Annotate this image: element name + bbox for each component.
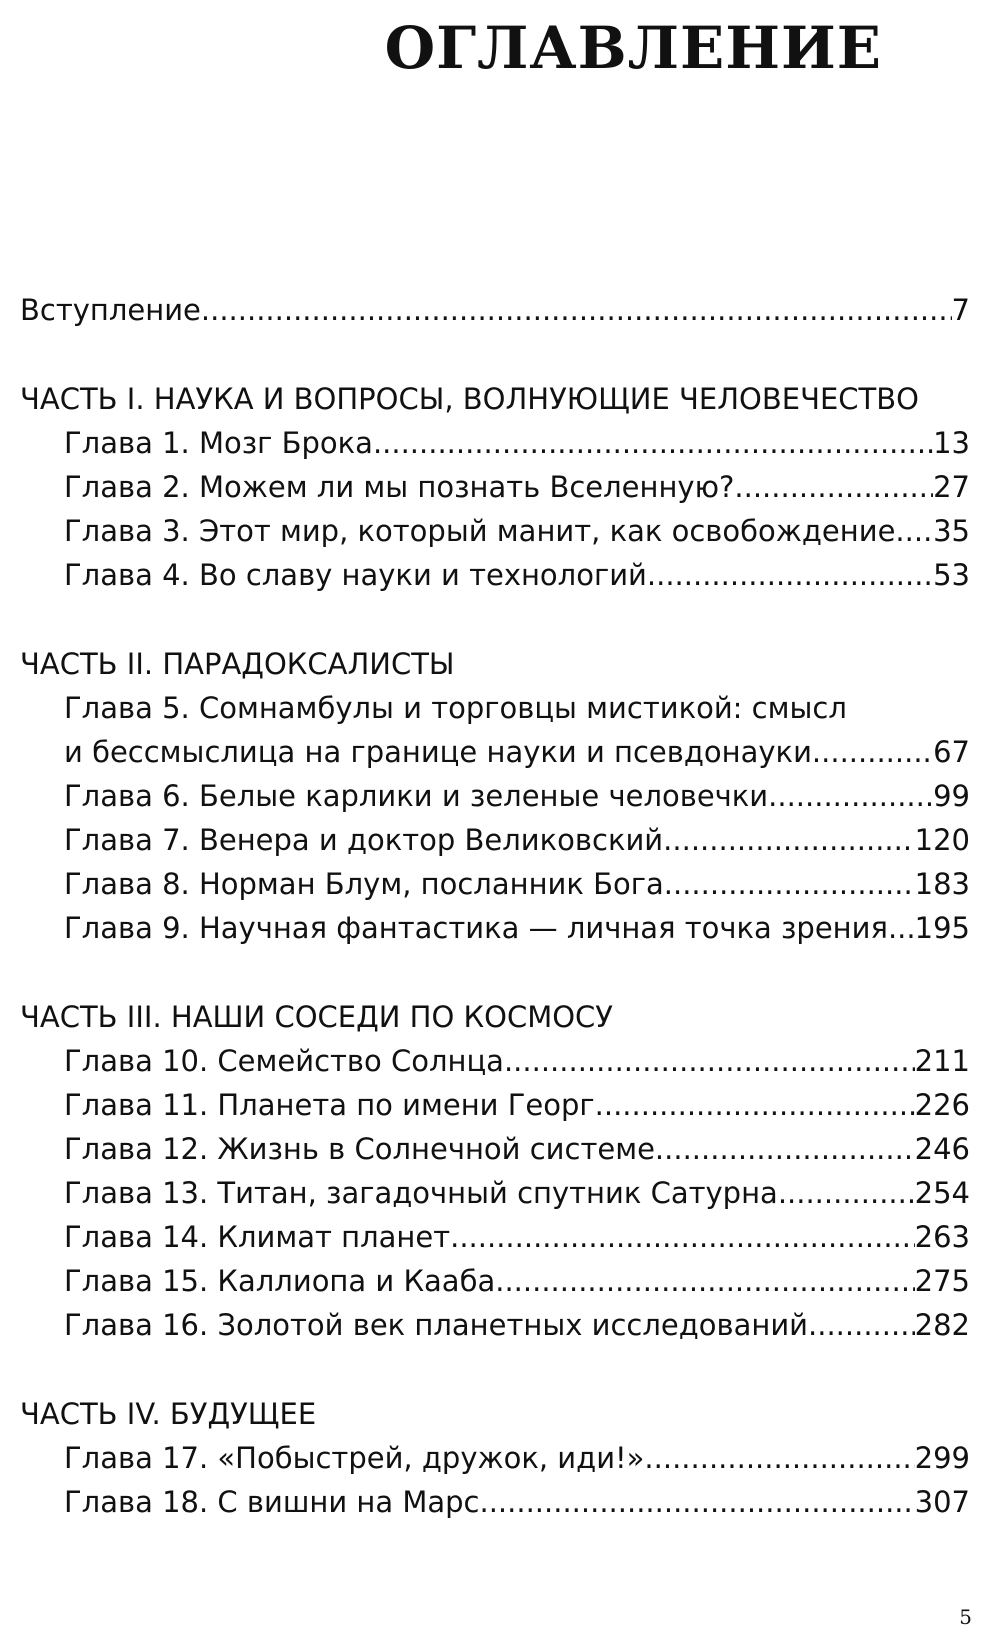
toc-entry-label: Глава 3. Этот мир, который манит, как освобождение [64, 514, 896, 548]
toc-entry [20, 906, 970, 950]
toc-entry-page: 53 [933, 558, 970, 592]
toc-entry-label: Глава 7. Венера и доктор Великовский [64, 823, 664, 857]
toc-entry-page: 27 [933, 470, 970, 504]
part-heading: ЧАСТЬ I. НАУКА И ВОПРОСЫ, ВОЛНУЮЩИЕ ЧЕЛОВЕЧЕСТВО [20, 382, 919, 416]
dot-leader [768, 774, 933, 818]
dot-leader [504, 1039, 915, 1083]
toc-entry [20, 1039, 970, 1083]
toc-entry [20, 1259, 970, 1303]
toc-entry [20, 1215, 970, 1259]
dot-leader [888, 906, 915, 950]
toc-entry-page: 263 [914, 1220, 970, 1254]
dot-leader [655, 1127, 915, 1171]
toc-entry-page: 120 [914, 823, 970, 857]
toc-entry-label: Глава 17. «Побыстрей, дружок, иди!» [64, 1441, 645, 1475]
toc-entry-label: Глава 4. Во славу науки и технологий [64, 558, 647, 592]
toc-entry-label: и бессмыслица на границе науки и псевдонауки [64, 735, 812, 769]
toc-entry-page: 99 [933, 779, 970, 813]
toc-entry [20, 774, 970, 818]
toc-entry [20, 862, 970, 906]
toc-entry-page: 35 [933, 514, 970, 548]
toc-entry-label: Глава 13. Титан, загадочный спутник Сатурна [64, 1176, 778, 1210]
toc-entry-page: 67 [933, 735, 970, 769]
toc-entry [20, 421, 970, 465]
toc-entry [20, 553, 970, 597]
dot-leader [734, 465, 933, 509]
toc-entry-label: Глава 8. Норман Блум, посланник Бога [64, 867, 664, 901]
toc-entry [20, 1127, 970, 1171]
dot-leader [812, 730, 933, 774]
toc-entry [20, 1436, 970, 1480]
page-title: ОГЛАВЛЕНИЕ [384, 14, 882, 82]
toc-entry-page: 307 [914, 1485, 970, 1519]
toc-entry-label: Глава 2. Можем ли мы познать Вселенную? [64, 470, 735, 504]
toc-entry-label: Глава 1. Мозг Брока [64, 426, 373, 460]
toc-entry-label: Глава 10. Семейство Солнца [64, 1044, 504, 1078]
dot-leader [595, 1083, 915, 1127]
part-heading: ЧАСТЬ IV. БУДУЩЕЕ [20, 1397, 317, 1431]
toc-entry-label: Глава 18. С вишни на Марс [64, 1485, 480, 1519]
dot-leader [664, 862, 915, 906]
toc-entry-page: 183 [914, 867, 970, 901]
toc-entry-label: Глава 15. Каллиопа и Кааба [64, 1264, 496, 1298]
toc-entry-page: 226 [914, 1088, 970, 1122]
toc-entry-label: Глава 16. Золотой век планетных исследований [64, 1308, 809, 1342]
toc-entry-page: 254 [914, 1176, 970, 1210]
toc-entry-label-line1: Глава 5. Сомнамбулы и торговцы мистикой: смысл [64, 691, 847, 725]
toc-entry-page: 7 [951, 293, 970, 327]
toc-entry-page: 195 [914, 911, 970, 945]
part-heading: ЧАСТЬ II. ПАРАДОКСАЛИСТЫ [20, 647, 455, 681]
toc-entry-label: Глава 6. Белые карлики и зеленые человечки [64, 779, 769, 813]
dot-leader [373, 421, 933, 465]
dot-leader [450, 1215, 915, 1259]
toc-entry-page: 282 [914, 1308, 970, 1342]
toc-entry-page: 211 [914, 1044, 970, 1078]
dot-leader [644, 1436, 914, 1480]
toc-entry [20, 1303, 970, 1347]
toc-entry [20, 1083, 970, 1127]
dot-leader [808, 1303, 915, 1347]
dot-leader [479, 1480, 914, 1524]
toc-entry-page: 299 [914, 1441, 970, 1475]
toc-entry [20, 730, 970, 774]
toc-entry [20, 465, 970, 509]
toc-entry-page: 275 [914, 1264, 970, 1298]
dot-leader [778, 1171, 915, 1215]
toc-entry [20, 818, 970, 862]
page-number: 5 [959, 1605, 972, 1629]
toc-entry-page: 246 [914, 1132, 970, 1166]
toc-entry-label: Глава 12. Жизнь в Солнечной системе [64, 1132, 655, 1166]
toc-entry-label: Вступление [20, 293, 201, 327]
dot-leader [201, 288, 952, 332]
part-heading: ЧАСТЬ III. НАШИ СОСЕДИ ПО КОСМОСУ [20, 1000, 613, 1034]
toc-entry [20, 509, 970, 553]
toc-entry-page: 13 [933, 426, 970, 460]
toc-entry-label: Глава 14. Климат планет [64, 1220, 451, 1254]
toc-entry [20, 1480, 970, 1524]
dot-leader [663, 818, 914, 862]
toc-entry [20, 1171, 970, 1215]
dot-leader [895, 509, 933, 553]
table-of-contents [20, 288, 970, 1524]
toc-entry-intro [20, 288, 970, 332]
dot-leader [647, 553, 933, 597]
toc-entry-label: Глава 9. Научная фантастика — личная точка зрения [64, 911, 888, 945]
toc-entry-label: Глава 11. Планета по имени Георг [64, 1088, 595, 1122]
dot-leader [495, 1259, 914, 1303]
